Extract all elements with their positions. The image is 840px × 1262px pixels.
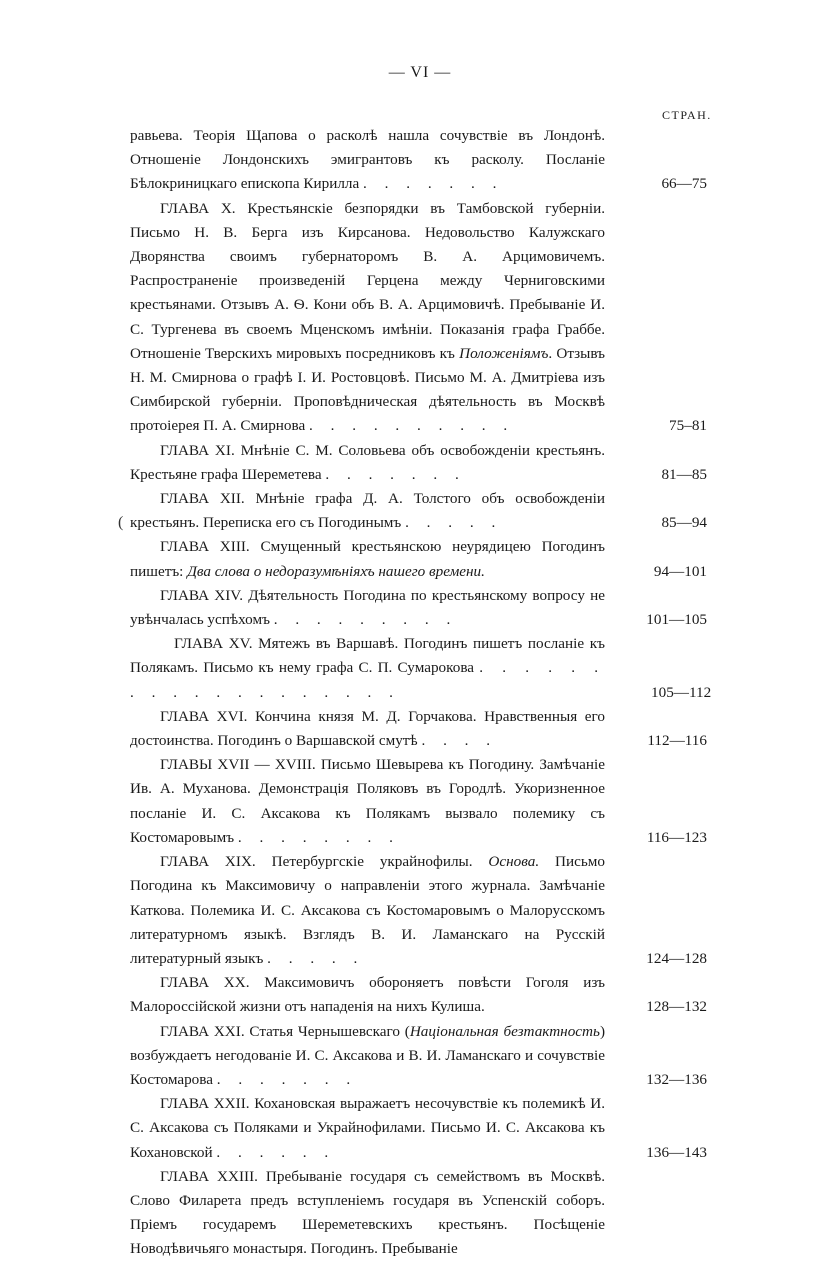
toc-entry bbox=[130, 1165, 715, 1262]
leader-dots: . . . . . bbox=[267, 949, 365, 967]
entry-text: ГЛАВА XXI. Статья Чернышевскаго ( bbox=[160, 1022, 410, 1040]
leader-dots: . . . . . . . . . bbox=[273, 611, 458, 629]
entry-text-after: ) возбуждаетъ негодованіе И. С. Аксакова и В. И. Ламанскаго и сочувствіе Костомарова bbox=[130, 1022, 605, 1088]
page-range: 128—132 bbox=[646, 998, 707, 1016]
toc-entry bbox=[130, 705, 715, 753]
toc-entry bbox=[130, 535, 715, 583]
entry-text: ГЛАВА XX. Максимовичъ обороняетъ повѣсти Гоголя изъ Малороссійской жизни отъ нападенія на нихъ Кулиша. bbox=[130, 974, 605, 1016]
entry-text: равьева. Теорія Щапова о расколѣ нашла сочувствіе въ Лондонѣ. Отношеніе Лондонскихъ эмигрантовъ къ расколу. Посланіе Бѣлокриницкаго епископа Кирилла bbox=[130, 127, 605, 193]
entry-text: ГЛАВА XIII. Смущенный крестьянскою неурядицею Погодинъ пишетъ: bbox=[130, 538, 605, 580]
table-of-contents bbox=[130, 124, 715, 1262]
entry-text: ГЛАВА XIX. Петербургскіе украйнофилы. bbox=[160, 853, 489, 871]
leader-dots: . . . . bbox=[421, 732, 498, 750]
toc-entry bbox=[130, 632, 715, 705]
page-range: 85—94 bbox=[661, 514, 707, 532]
toc-entry bbox=[130, 487, 715, 535]
entry-text: ГЛАВЫ XVII — XVIII. Письмо Шевырева къ Погодину. Замѣчаніе Ив. А. Муханова. Демонстрація Поляковъ въ Городлѣ. Укоризненное посланіе И. С. Аксакова къ Полякамъ вызвало полемику съ Костомаровымъ bbox=[130, 756, 605, 846]
page-range: 116—123 bbox=[646, 828, 707, 846]
entry-text-after: . Отзывъ Н. М. Смирнова о графѣ І. И. Ростовцовѣ. Письмо М. А. Дмитріева изъ Симбирской губерніи. Проповѣдническая дѣятельность въ Москвѣ протоіерея П. А. Смирнова bbox=[130, 344, 606, 435]
entry-text: ГЛАВА XXIII. Пребываніе государя съ семействомъ въ Москвѣ. Слово Филарета предъ вступленіемъ государя въ Успенскій соборъ. Пріемъ государемъ Шереметевскихъ крестьянъ. Посѣщеніе Новодѣвичьяго монастыря. Погодинъ. Пребываніе bbox=[130, 1167, 605, 1258]
leader-dots: . . . . . . . bbox=[216, 1070, 358, 1088]
entry-italic: Два слова о недоразумѣніяхъ нашего времени. bbox=[187, 562, 485, 580]
toc-entry bbox=[130, 753, 715, 850]
leader-dots: . . . . . . bbox=[216, 1143, 336, 1161]
page-range: 136—143 bbox=[646, 1143, 707, 1161]
entry-text: ГЛАВА XIV. Дѣятельность Погодина по крестьянскому вопросу не увѣнчалась успѣхомъ bbox=[130, 586, 605, 629]
page-number: — VI — bbox=[388, 64, 452, 81]
entry-text: ГЛАВА XVI. Кончина князя М. Д. Горчакова. Нравственныя его достоинства. Погодинъ о Варшавской смутѣ bbox=[130, 707, 605, 750]
entry-italic: Національная безтактность bbox=[409, 1022, 600, 1040]
leader-dots: . . . . . . . bbox=[363, 175, 504, 193]
page-range: 101—105 bbox=[646, 611, 707, 629]
page-range: 75–81 bbox=[669, 417, 707, 435]
page-range: 124—128 bbox=[646, 949, 707, 967]
entry-text: ГЛАВА XV. Мятежъ въ Варшавѣ. Погодинъ пишетъ посланіе къ Полякамъ. Письмо къ нему графа С. П. Сумарокова bbox=[130, 635, 605, 677]
toc-entry bbox=[130, 971, 715, 1019]
margin-pencil-mark: ( bbox=[118, 514, 124, 531]
entry-text: ГЛАВА XII. Мнѣніе графа Д. А. Толстого объ освобожденіи крестьянъ. Переписка его съ Погодинымъ bbox=[130, 490, 605, 532]
toc-entry bbox=[130, 1092, 715, 1165]
entry-text: ГЛАВА XXII. Кохановская выражаетъ несочувствіе къ полемикѣ И. С. Аксакова съ Поляками и Украйнофилами. Письмо И. С. Аксакова къ Кохановской bbox=[130, 1095, 605, 1161]
toc-entry bbox=[130, 197, 715, 439]
entry-text: ГЛАВА XI. Мнѣніе С. М. Соловьева объ освобожденіи крестьянъ. Крестьяне графа Шереметева bbox=[130, 441, 605, 483]
toc-entry bbox=[130, 850, 715, 971]
entry-text-after: Письмо Погодина къ Максимовичу о направленіи этого журнала. Замѣчаніе Каткова. Полемика И. С. Аксакова съ Костомаровымъ о Малорусскомъ литературномъ языкѣ. Взглядъ В. И. Ламанскаго на Русскій литературный языкъ bbox=[130, 853, 605, 967]
page-range: 94—101 bbox=[653, 562, 707, 580]
toc-entry bbox=[130, 1020, 715, 1093]
leader-dots: . . . . . . . . bbox=[237, 828, 400, 846]
leader-dots: . . . . . . . bbox=[325, 465, 466, 483]
entry-italic: Основа. bbox=[488, 853, 540, 871]
page-range: 132—136 bbox=[646, 1070, 707, 1088]
leader-dots: . . . . . . . . . . bbox=[309, 417, 515, 435]
page-range: 105—112 bbox=[651, 683, 712, 701]
page-range: 81—85 bbox=[661, 465, 707, 483]
pages-column-label: СТРАН. bbox=[662, 108, 712, 122]
toc-entry bbox=[130, 439, 715, 487]
page-range: 112—116 bbox=[647, 732, 707, 750]
leader-dots: . . . . . . . . . . . . . . . . . . . bbox=[130, 659, 606, 701]
entry-text: ГЛАВА X. Крестьянскіе безпорядки въ Тамбовской губерніи. Письмо Н. В. Берга изъ Кирсанова. Недовольство Калужскаго Дворянства своимъ губернаторомъ В. А. Арцимовичемъ. Распространеніе произведеній Герцена между Черниговскими крестьянами. Отзывъ А. Ѳ. Кони объ В. А. Арцимовичѣ. Пребываніе И. С. Тургенева въ своемъ Мценскомъ имѣніи. Показанія графа Граббе. Отношеніе Тверскихъ мировыхъ посредниковъ къ bbox=[130, 199, 605, 362]
toc-entry bbox=[130, 584, 715, 632]
page-range: 66—75 bbox=[661, 175, 707, 193]
toc-entry bbox=[130, 124, 715, 197]
leader-dots: . . . . . bbox=[405, 514, 503, 532]
entry-italic: Положеніямъ bbox=[459, 344, 549, 362]
